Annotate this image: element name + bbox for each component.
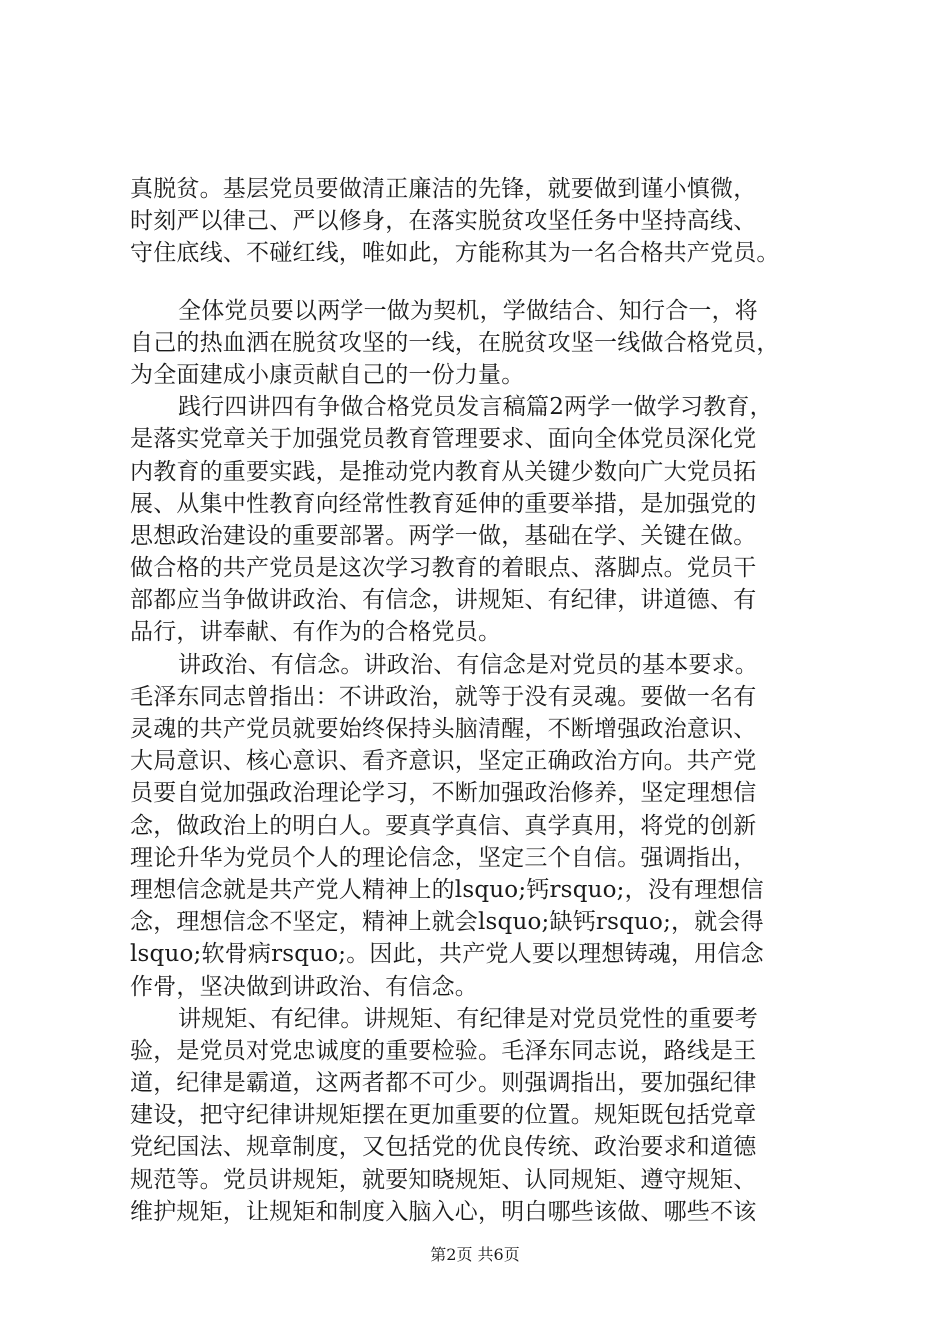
text-line: 是落实党章关于加强党员教育管理要求、面向全体党员深化党 [130, 426, 757, 453]
text-line: 念，做政治上的明白人。要真学真信、真学真用，将党的创新 [130, 812, 757, 839]
text-line: 理论升华为党员个人的理论信念，坚定三个自信。强调指出， [130, 844, 757, 871]
text-line: 全体党员要以两学一做为契机，学做结合、知行合一，将 [178, 297, 758, 324]
text-line: 践行四讲四有争做合格党员发言稿篇2两学一做学习教育， [178, 394, 773, 421]
text-line: 党纪国法、规章制度，又包括党的优良传统、政治要求和道德 [130, 1134, 757, 1161]
text-line: 规范等。党员讲规矩，就要知晓规矩、认同规矩、遵守规矩、 [130, 1166, 757, 1193]
paragraph-3 [130, 391, 840, 649]
text-line: 守住底线、不碰红线，唯如此，方能称其为一名合格共产党员。 [130, 240, 780, 267]
text-line: 毛泽东同志曾指出：不讲政治，就等于没有灵魂。要做一名有 [130, 683, 757, 710]
text-line: 建设，把守纪律讲规矩摆在更加重要的位置。规矩既包括党章 [130, 1102, 757, 1129]
text-line: 品行，讲奉献、有作为的合格党员。 [130, 619, 502, 646]
document-body [130, 173, 840, 1228]
text-line: 验，是党员对党忠诚度的重要检验。毛泽东同志说，路线是王 [130, 1037, 757, 1064]
text-line: 大局意识、核心意识、看齐意识，坚定正确政治方向。共产党 [130, 748, 757, 775]
text-line: 念，理想信念不坚定，精神上就会lsquo;缺钙rsquo;，就会得 [130, 909, 764, 936]
text-line: 讲规矩、有纪律。讲规矩、有纪律是对党员党性的重要考 [178, 1005, 758, 1032]
text-line: 思想政治建设的重要部署。两学一做，基础在学、关键在做。 [130, 522, 757, 549]
text-line: 理想信念就是共产党人精神上的lsquo;钙rsquo;，没有理想信 [130, 876, 764, 903]
text-line: 内教育的重要实践，是推动党内教育从关键少数向广大党员拓 [130, 458, 757, 485]
text-line: 部都应当争做讲政治、有信念，讲规矩、有纪律，讲道德、有 [130, 587, 757, 614]
paragraph-4 [130, 649, 840, 1003]
text-line: 为全面建成小康贡献自己的一份力量。 [130, 361, 525, 388]
text-line: 展、从集中性教育向经常性教育延伸的重要举措，是加强党的 [130, 490, 757, 517]
paragraph-gap [130, 270, 840, 295]
text-line: 做合格的共产党员是这次学习教育的着眼点、落脚点。党员干 [130, 555, 757, 582]
page-number-footer: 第2页 共6页 [430, 1245, 520, 1264]
text-line: 时刻严以律己、严以修身，在落实脱贫攻坚任务中坚持高线、 [130, 208, 757, 235]
text-line: 讲政治、有信念。讲政治、有信念是对党员的基本要求。 [178, 651, 758, 678]
text-line: lsquo;软骨病rsquo;。因此，共产党人要以理想铸魂，用信念 [130, 941, 764, 968]
paragraph-2 [130, 295, 840, 392]
text-line: 道，纪律是霸道，这两者都不可少。则强调指出，要加强纪律 [130, 1070, 757, 1097]
text-line: 作骨，坚决做到讲政治、有信念。 [130, 973, 478, 1000]
text-line: 维护规矩，让规矩和制度入脑入心，明白哪些该做、哪些不该 [130, 1198, 757, 1225]
text-line: 灵魂的共产党员就要始终保持头脑清醒，不断增强政治意识、 [130, 716, 757, 742]
paragraph-1 [130, 173, 840, 270]
paragraph-5 [130, 1003, 840, 1228]
text-line: 真脱贫。基层党员要做清正廉洁的先锋，就要做到谨小慎微， [130, 176, 757, 202]
text-line: 员要自觉加强政治理论学习，不断加强政治修养，坚定理想信 [130, 780, 757, 807]
text-line: 自己的热血洒在脱贫攻坚的一线，在脱贫攻坚一线做合格党员， [130, 329, 780, 356]
